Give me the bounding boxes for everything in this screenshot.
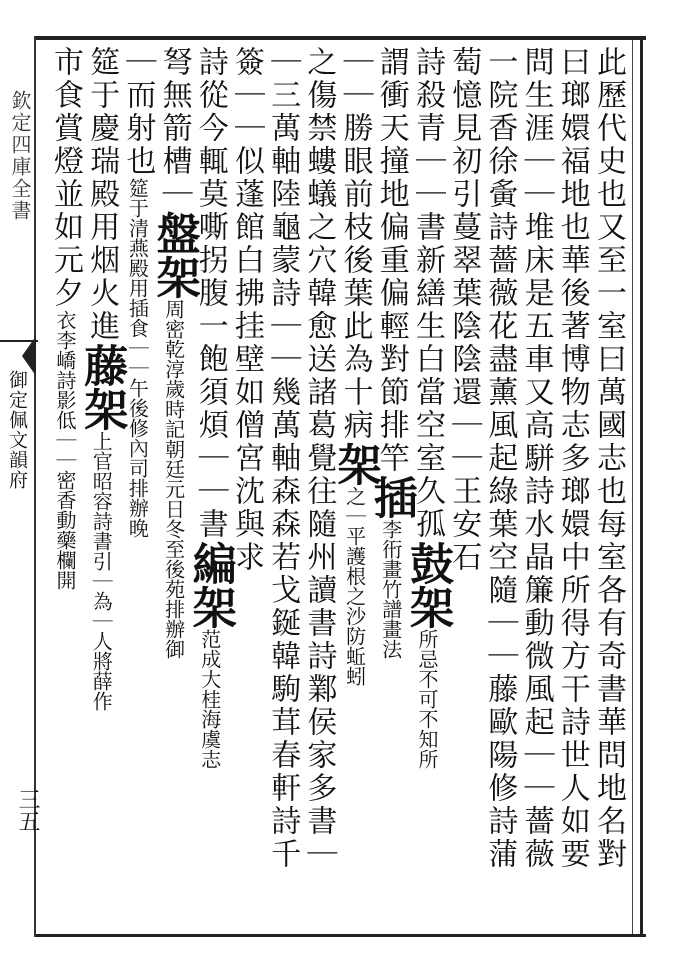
entry-heading: 藤架 <box>76 343 128 431</box>
column-text: ｜三萬軸陸龜蒙詩｜｜幾萬軸森森若戈鋋韓駒茸春軒詩千 <box>265 46 301 871</box>
annotation-text: 筵于清燕殿用插食｜｜午後修內司排辦晚 <box>125 178 150 538</box>
column-text: 簽｜｜似蓬館白拂挂壁如僧宮沈與求 <box>229 46 264 574</box>
page-number: 三五 <box>15 788 40 832</box>
page-margin <box>0 40 38 934</box>
column-text: 此歷代史也又至一室曰萬國志也每室各有奇書華問地名對 <box>591 46 626 871</box>
annotation-text: 所忌不可不知所 <box>415 629 439 769</box>
collection-title: 欽定四庫全書 <box>8 90 32 222</box>
column-text: 之傷禁螻蟻之穴韓愈送諸葛覺往隨州讀書詩鄴侯家多書｜ <box>301 46 337 871</box>
column-text: ｜｜勝眼前枝後葉此為十病 <box>337 46 373 442</box>
column-text: ｜而射也 <box>120 46 156 178</box>
column-text: 萄憶見初引蔓翠葉陰陰還｜｜王安石 <box>446 46 482 574</box>
column-text: 詩殺青｜｜書新繕生白當空室久孤 <box>410 46 445 541</box>
entry-heading: 鼓架 <box>402 541 453 629</box>
annotation-text: 衣李嶠詩影低｜｜密香動藥欄開 <box>53 310 77 590</box>
entry-heading: 編架 <box>184 541 236 629</box>
annotation-text: 李衎畫竹譜畫法 <box>378 519 403 659</box>
frame-right-inner-rule <box>632 40 633 934</box>
column-text: 市食賞燈並如元夕 <box>48 46 83 310</box>
column-text: 弩無箭槽｜ <box>156 46 192 211</box>
annotation-text: 上官昭容詩書引｜為｜人將薛作 <box>89 431 114 711</box>
frame-top-border <box>34 36 646 40</box>
text-column <box>41 46 89 930</box>
column-text: 問生涯｜｜堆床是五車又高駢詩水晶簾動微風起｜｜薔薇 <box>518 46 554 871</box>
entry-heading: 插 <box>365 475 417 519</box>
entry-heading: 架 <box>329 442 381 486</box>
frame-bottom-border <box>34 934 646 937</box>
annotation-text: 范成大桂海虞志 <box>197 629 222 769</box>
frame-right-border <box>640 36 643 937</box>
entry-heading: 盤架 <box>148 211 200 299</box>
annotation-text: 之｜平護根之沙防蚯蚓 <box>342 486 367 686</box>
column-text: 謂衝天撞地偏重偏輕對節排竿 <box>373 46 409 475</box>
column-text: 筵于慶瑞殿用烟火進 <box>84 46 120 343</box>
annotation-text: 周密乾淳歲時記朝廷元日冬至後苑排辦御 <box>161 299 186 659</box>
column-text: 一院香徐夤詩薔薇花盡薰風起綠葉空隨｜｜藤歐陽修詩蒲 <box>482 46 518 871</box>
column-text: 曰瑯嬛福地也華後著博物志多瑯嬛中所得方干詩世人如要 <box>554 46 590 871</box>
book-title: 御定佩文韻府 <box>6 370 28 490</box>
column-text: 詩從今輒莫嘶拐腹一飽須煩｜｜書 <box>192 46 228 541</box>
